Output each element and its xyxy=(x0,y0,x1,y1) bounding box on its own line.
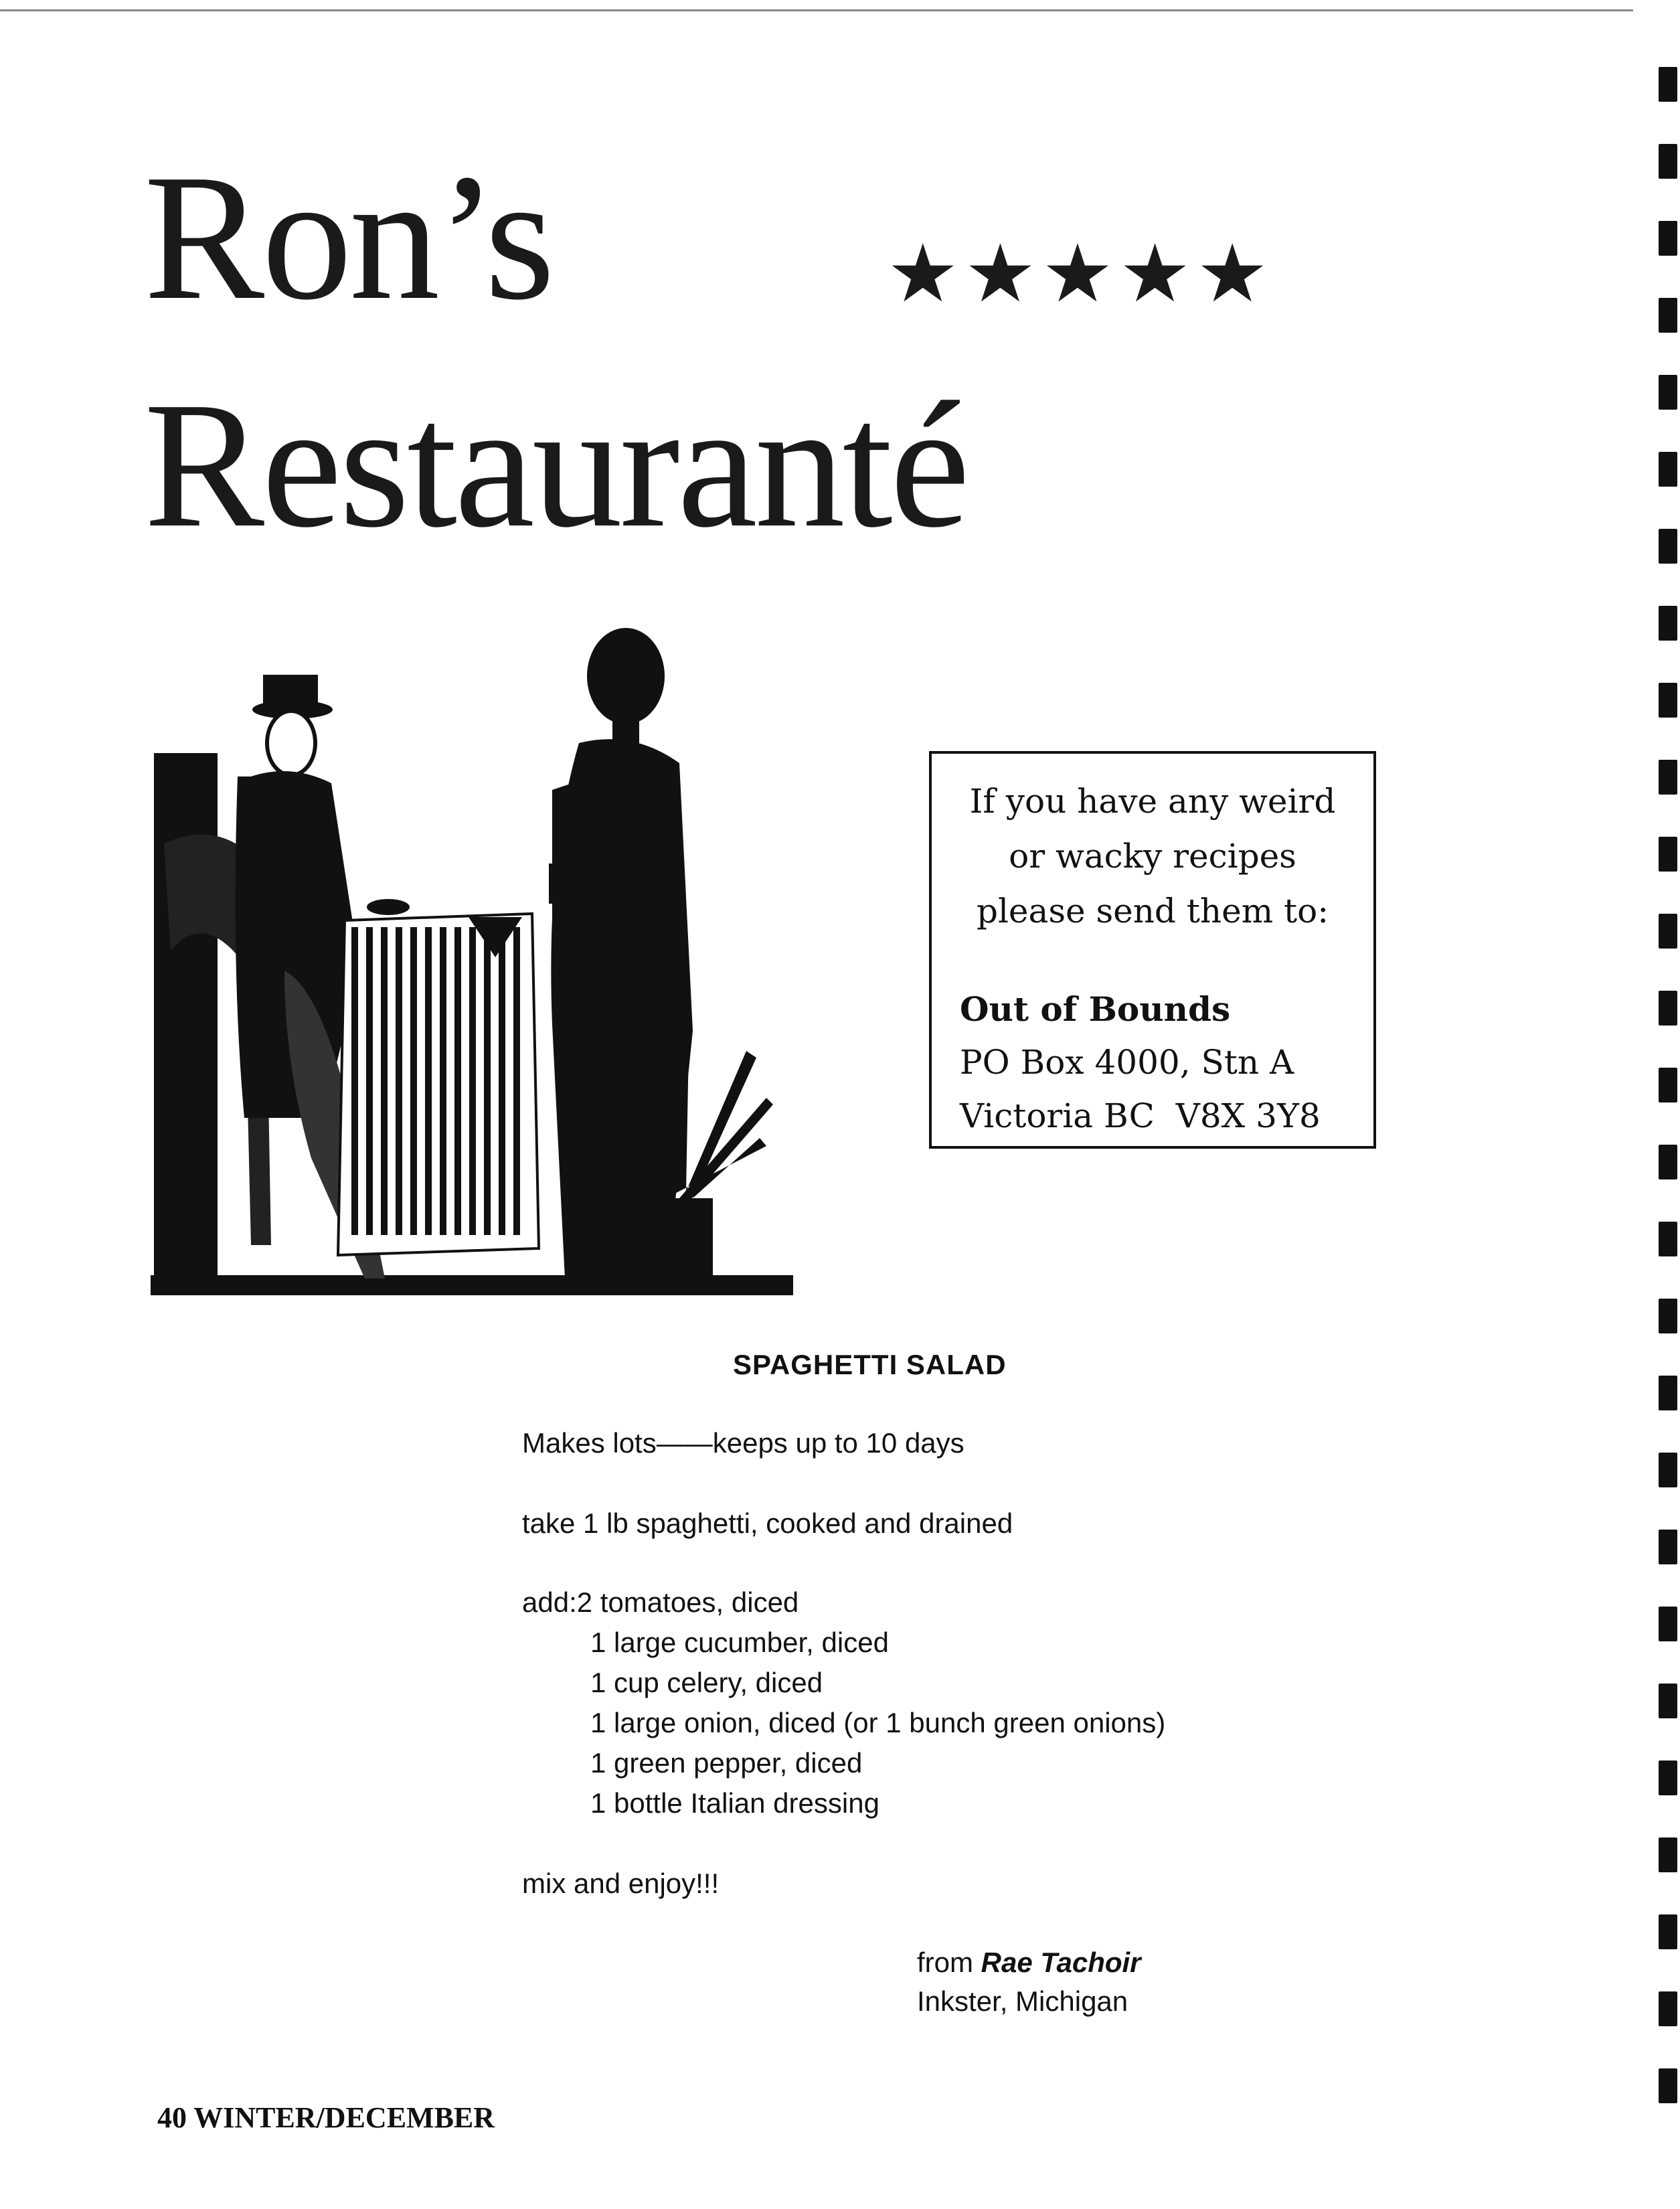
spiral-binding xyxy=(1656,0,1680,2209)
table-with-cloth xyxy=(338,899,539,1255)
binding-hole xyxy=(1659,1453,1677,1487)
page-top-border xyxy=(0,9,1633,11)
title-line-2: Restauranté xyxy=(144,365,968,565)
ingredient-item: 1 large onion, diced (or 1 bunch green onions) xyxy=(590,1707,1166,1738)
page-footer: 40 WINTER/DECEMBER xyxy=(157,2101,495,2134)
binding-hole xyxy=(1659,452,1677,487)
credit-name: Rae Tachoir xyxy=(981,1947,1141,1978)
binding-hole xyxy=(1659,1376,1677,1410)
address-line-2: Victoria BC V8X 3Y8 xyxy=(960,1096,1321,1135)
submission-intro xyxy=(932,774,1373,938)
binding-hole xyxy=(1659,1222,1677,1256)
binding-hole xyxy=(1659,1761,1677,1795)
intro-line: please send them to: xyxy=(976,892,1329,930)
binding-hole xyxy=(1659,1299,1677,1333)
binding-hole xyxy=(1659,1145,1677,1179)
ingredient-first xyxy=(522,1586,799,1619)
rating-stars: ★★★★★ xyxy=(887,228,1274,321)
binding-hole xyxy=(1659,606,1677,641)
binding-hole xyxy=(1659,529,1677,564)
organization-name: Out of Bounds xyxy=(960,989,1231,1029)
binding-hole xyxy=(1659,760,1677,795)
wall-panel xyxy=(154,753,218,1275)
binding-hole xyxy=(1659,991,1677,1026)
binding-hole xyxy=(1659,375,1677,410)
address-line-1: PO Box 4000, Stn A xyxy=(960,1043,1294,1082)
recipe-credit xyxy=(917,1947,1141,1979)
recipe-title: SPAGHETTI SALAD xyxy=(733,1349,1007,1380)
credit-location: Inkster, Michigan xyxy=(917,1985,1128,2017)
binding-hole xyxy=(1659,2068,1677,2103)
add-label: add: xyxy=(522,1586,577,1618)
intro-line: or wacky recipes xyxy=(1009,837,1296,876)
binding-hole xyxy=(1659,837,1677,872)
recipe-yield: Makes lots——keeps up to 10 days xyxy=(522,1427,964,1459)
title-line-1: Ron’s xyxy=(144,137,553,337)
binding-hole xyxy=(1659,1684,1677,1718)
binding-hole xyxy=(1659,1607,1677,1641)
recipe-finish: mix and enjoy!!! xyxy=(522,1868,720,1899)
binding-hole xyxy=(1659,298,1677,333)
binding-hole xyxy=(1659,1914,1677,1949)
floor-bar xyxy=(151,1275,793,1295)
credit-prefix: from xyxy=(917,1947,973,1978)
binding-hole xyxy=(1659,683,1677,718)
ingredient-item: 1 bottle Italian dressing xyxy=(590,1787,879,1819)
binding-hole xyxy=(1659,144,1677,179)
binding-hole xyxy=(1659,1530,1677,1564)
intro-line: If you have any weird xyxy=(969,782,1336,821)
ingredient-item: 1 cup celery, diced xyxy=(590,1667,823,1698)
restaurant-illustration xyxy=(151,623,793,1302)
ingredient-item: 1 green pepper, diced xyxy=(590,1747,863,1779)
submission-box xyxy=(929,751,1376,1149)
binding-hole xyxy=(1659,67,1677,102)
binding-hole xyxy=(1659,1991,1677,2026)
binding-hole xyxy=(1659,1837,1677,1872)
binding-hole xyxy=(1659,221,1677,256)
recipe-step: take 1 lb spaghetti, cooked and drained xyxy=(522,1507,1013,1539)
binding-hole xyxy=(1659,1068,1677,1102)
ingredient-item: 1 large cucumber, diced xyxy=(590,1627,889,1658)
ingredient-item: 2 tomatoes, diced xyxy=(576,1586,799,1618)
binding-hole xyxy=(1659,914,1677,949)
